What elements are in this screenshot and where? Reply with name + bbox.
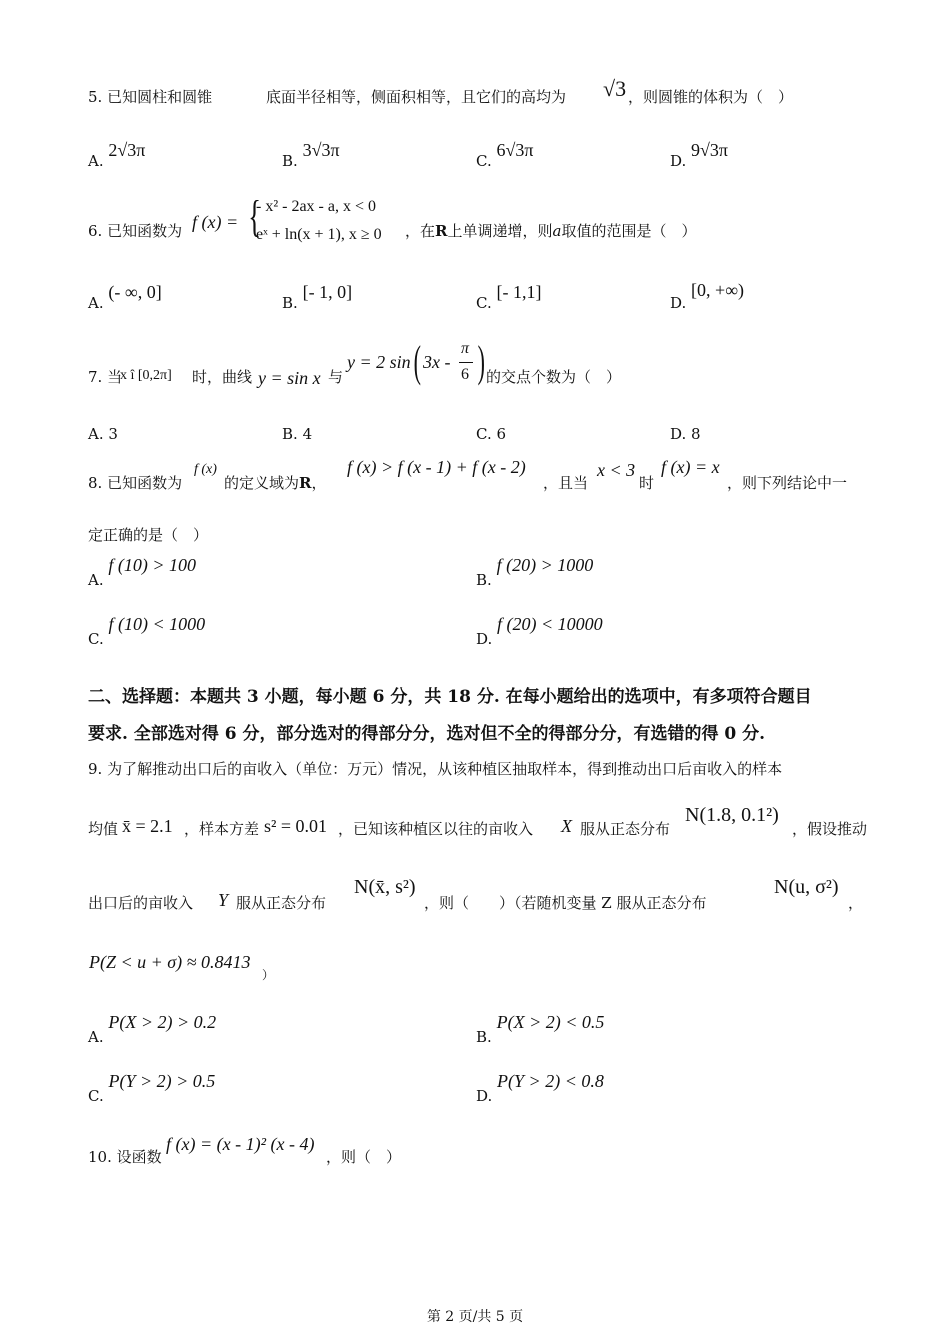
page-footer (0, 1306, 950, 1326)
q8-option-c: C. f (10) < 1000 (88, 614, 206, 648)
q9-l3-a: 出口后的亩收入 (88, 894, 194, 912)
q5-height-math: √3 (603, 76, 627, 101)
q5-stem (88, 86, 212, 107)
q8-fx: f (x) (194, 462, 217, 477)
q6-func-lhs: f (x) = (192, 212, 239, 232)
q9-dist-z: N(u, σ²) (774, 876, 839, 898)
q5-option-a: A. 2√3π (88, 140, 146, 170)
q9-l2-b: ，样本方差 (184, 820, 260, 838)
q7-stem-a: 7. 当 (88, 368, 123, 386)
q6-bold-r: R (435, 222, 448, 240)
q9-l3-b: 服从正态分布 (236, 894, 327, 912)
q8-stem-b: 的定义域为R， (224, 474, 327, 492)
section-2-heading-line1: 二、选择题：本题共 3 小题，每小题 6 分，共 18 分. 在每小题给出的选项中，有多项符合题目 (88, 687, 812, 707)
q6-stem-b: ，在R上单调递增，则a取值的范围是（ ） (405, 222, 697, 240)
q6-option-b: B. [- 1, 0] (282, 282, 353, 312)
q7-condition: x î [0,2π] (120, 368, 172, 383)
q6-var-a: a (552, 222, 562, 240)
q10-func: f (x) = (x - 1)² (x - 4) (166, 1134, 315, 1154)
q7-option-d: D. 8 (670, 425, 701, 443)
q6-option-d: D. [0, +∞) (670, 280, 745, 312)
q9-l3-d: ， (848, 894, 864, 912)
q9-l2-a: 均值 (88, 820, 119, 838)
q6-brace: { (248, 192, 261, 241)
q7-stem-d: 的交点个数为（ ） (486, 368, 622, 386)
page-number: 第 2 页/共 5 页 (426, 1309, 524, 1325)
section-2-heading-line2: 要求. 全部选对得 6 分，部分选对的得部分分，选对但不全的得部分分，有选错的得 0 分. (88, 724, 766, 744)
q10-stem-a: 10. 设函数 (88, 1148, 162, 1166)
q5-text-c: ，则圆锥的体积为（ ） (628, 88, 794, 106)
q9-l3-c: ，则（ ）（若随机变量 Z 服从正态分布 (424, 894, 707, 912)
q7-right-paren: ) (477, 337, 485, 386)
q9-l4-formula: P(Z < u + σ) ≈ 0.8413 (89, 952, 251, 972)
q8-option-a: A. f (10) > 100 (88, 555, 197, 589)
q7-stem-c: 与 (328, 368, 344, 386)
q5-text-a: 5. 已知圆柱和圆锥 (88, 88, 213, 106)
q8-option-d: D. f (20) < 10000 (476, 614, 603, 648)
q8-stem-e: ，则下列结论中一 (727, 474, 848, 492)
q8-stem-d: 时 (639, 474, 655, 492)
q5-option-c: C. 6√3π (476, 140, 534, 170)
q8-stem-c: ，且当 (543, 474, 589, 492)
q9-sample-mean: x̄ = 2.1 (122, 816, 173, 836)
q9-var-x: X (561, 816, 572, 836)
q8-stem-line2: 定正确的是（ ） (88, 526, 209, 544)
q8-bold-r: R (299, 474, 312, 492)
q8-option-b: B. f (20) > 1000 (476, 555, 594, 589)
q9-l4-close: ） (262, 968, 275, 982)
q8-stem-a: 8. 已知函数为 (88, 474, 183, 492)
q10-stem-b: ，则（ ） (326, 1148, 402, 1166)
q5-stem-b (266, 86, 566, 107)
q9-option-a: A. P(X > 2) > 0.2 (88, 1012, 217, 1046)
q9-l2-d: 服从正态分布 (580, 820, 671, 838)
q9-l2-e: ，假设推动 (792, 820, 868, 838)
q6-option-c: C. [- 1,1] (476, 282, 542, 312)
q7-inner-expr: 3x - (423, 352, 451, 372)
q5-option-b: B. 3√3π (282, 140, 340, 170)
q6-case-1: - x² - 2ax - a, x < 0 (256, 198, 377, 215)
q7-left-paren: ( (413, 337, 421, 386)
q6-stem-a: 6. 已知函数为 (88, 222, 183, 240)
q9-l2-c: ，已知该种植区以往的亩收入 (338, 820, 534, 838)
q9-stem-line1: 9. 为了解推动出口后的亩收入（单位：万元）情况，从该种植区抽取样本，得到推动出口后亩收入的样本 (88, 760, 783, 778)
q6-option-a: A. (- ∞, 0] (88, 282, 162, 312)
q5-stem-c (628, 86, 793, 107)
q9-sample-variance: s² = 0.01 (264, 816, 328, 836)
q5-option-d: D. 9√3π (670, 140, 729, 170)
q8-relation: f (x) > f (x - 1) + f (x - 2) (347, 457, 526, 477)
q9-option-d: D. P(Y > 2) < 0.8 (476, 1071, 604, 1105)
q7-option-c: C. 6 (476, 425, 507, 443)
q9-dist-y: N(x̄, s²) (354, 876, 416, 898)
q7-stem-b: 时，曲线 (192, 368, 253, 386)
q7-curve-1: y = sin x (258, 368, 321, 388)
q6-case-2: eˣ + ln(x + 1), x ≥ 0 (256, 226, 382, 243)
q9-var-y: Y (218, 890, 229, 910)
q7-frac-bar (459, 362, 473, 363)
q8-condition: x < 3 (597, 460, 636, 480)
q5-text-b: 底面半径相等，侧面积相等，且它们的高均为 (266, 88, 567, 106)
q9-option-c: C. P(Y > 2) > 0.5 (88, 1071, 216, 1105)
q9-option-b: B. P(X > 2) < 0.5 (476, 1012, 605, 1046)
q8-equation: f (x) = x (661, 457, 720, 477)
q9-dist-x: N(1.8, 0.1²) (685, 804, 779, 826)
q7-frac-den: 6 (461, 366, 469, 383)
q7-option-a: A. 3 (88, 425, 118, 443)
q7-option-b: B. 4 (282, 425, 313, 443)
q7-curve-2: y = 2 sin (347, 352, 411, 372)
q7-frac-num: π (461, 340, 470, 357)
